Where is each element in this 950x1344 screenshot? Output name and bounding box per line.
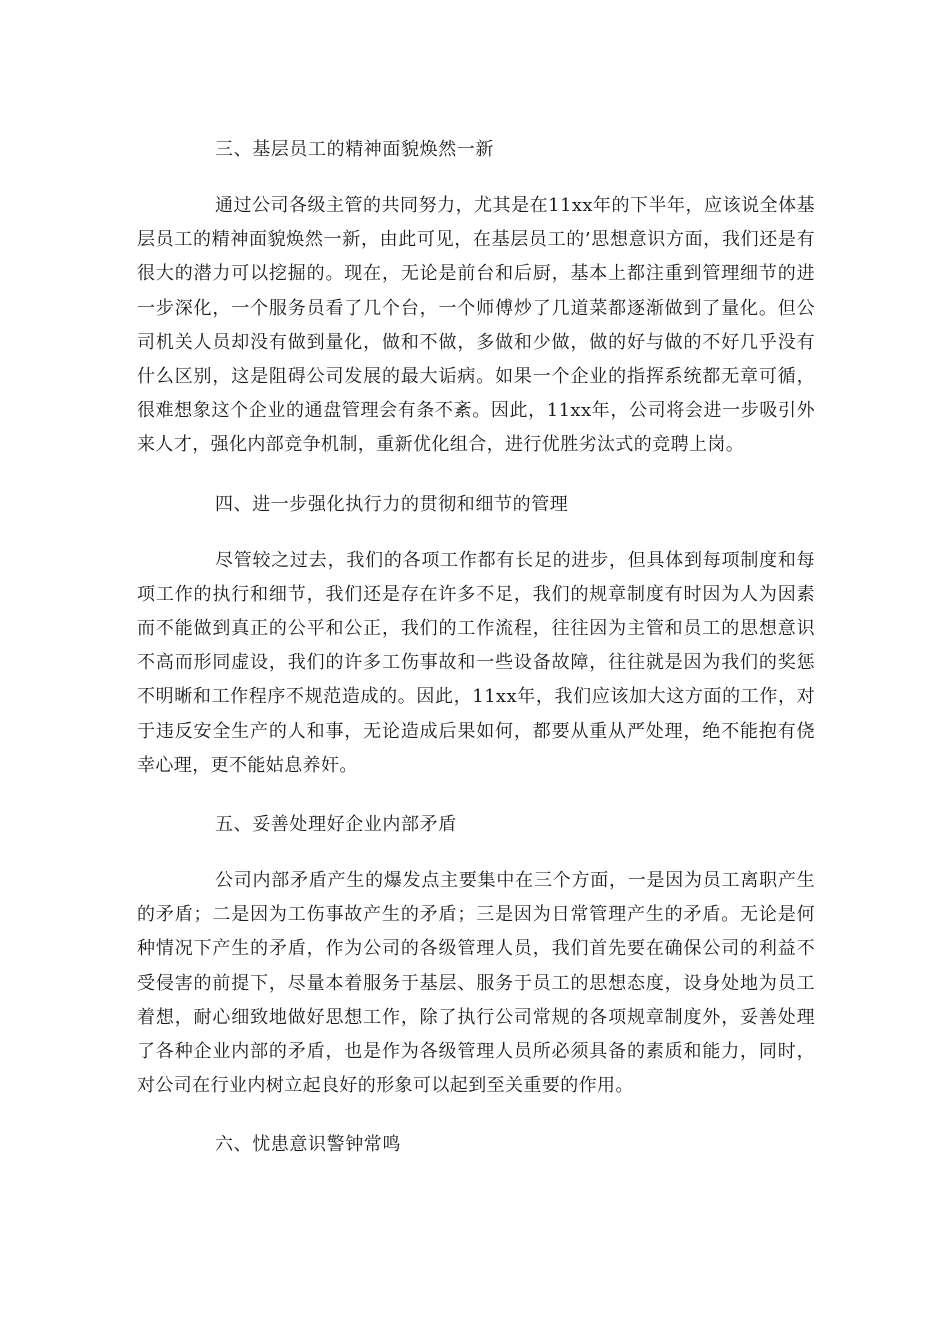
- section-heading-4: 四、进一步强化执行力的贯彻和细节的管理: [215, 493, 569, 515]
- section-paragraph-4: 尽管较之过去，我们的各项工作都有长足的进步，但具体到每项制度和每项工作的执行和细节，我们还是存在许多不足，我们的规章制度有时因为人为因素而不能做到真正的公平和公正，我们的工作流程，往往因为主管和员工的思想意识不高而形同虚设，我们的许多工伤事故和一些设备故障，往往就是因为我们的奖惩不明晰和工作程序不规范造成的。因此，11xx年，我们应该加大这方面的工作，对于违反安全生产的人和事，无论造成后果如何，都要从重从严处理，绝不能抱有侥幸心理，更不能姑息养奸。: [137, 549, 815, 776]
- section-paragraph-5: 公司内部矛盾产生的爆发点主要集中在三个方面，一是因为员工离职产生的矛盾；二是因为工伤事故产生的矛盾；三是因为日常管理产生的矛盾。无论是何种情况下产生的矛盾，作为公司的各级管理人员，我们首先要在确保公司的利益不受侵害的前提下，尽量本着服务于基层、服务于员工的思想态度，设身处地为员工着想，耐心细致地做好思想工作，除了执行公司常规的各项规章制度外，妥善处理了各种企业内部的矛盾，也是作为各级管理人员所必须具备的素质和能力，同时，对公司在行业内树立起良好的形象可以起到至关重要的作用。: [137, 870, 815, 1097]
- section-paragraph-3: 通过公司各级主管的共同努力，尤其是在11xx年的下半年，应该说全体基层员工的精神面貌焕然一新，由此可见，在基层员工的’思想意识方面，我们还是有很大的潜力可以挖掘的。现在，无论是前台和后厨，基本上都注重到管理细节的进一步深化，一个服务员看了几个台，一个师傅炒了几道菜都逐渐做到了量化。但公司机关人员却没有做到量化，做和不做，多做和少做，做的好与做的不好几乎没有什么区别，这是阻碍公司发展的最大诟病。如果一个企业的指挥系统都无章可循，很难想象这个企业的通盘管理会有条不紊。因此，11xx年，公司将会进一步吸引外来人才，强化内部竞争机制，重新优化组合，进行优胜劣汰式的竞聘上岗。: [137, 195, 815, 456]
- section-heading-6: 六、忧患意识警钟常鸣: [215, 1134, 401, 1156]
- section-heading-5: 五、妥善处理好企业内部矛盾: [215, 814, 457, 836]
- document-body: [137, 134, 815, 1161]
- section-heading-3: 三、基层员工的精神面貌焕然一新: [215, 139, 494, 160]
